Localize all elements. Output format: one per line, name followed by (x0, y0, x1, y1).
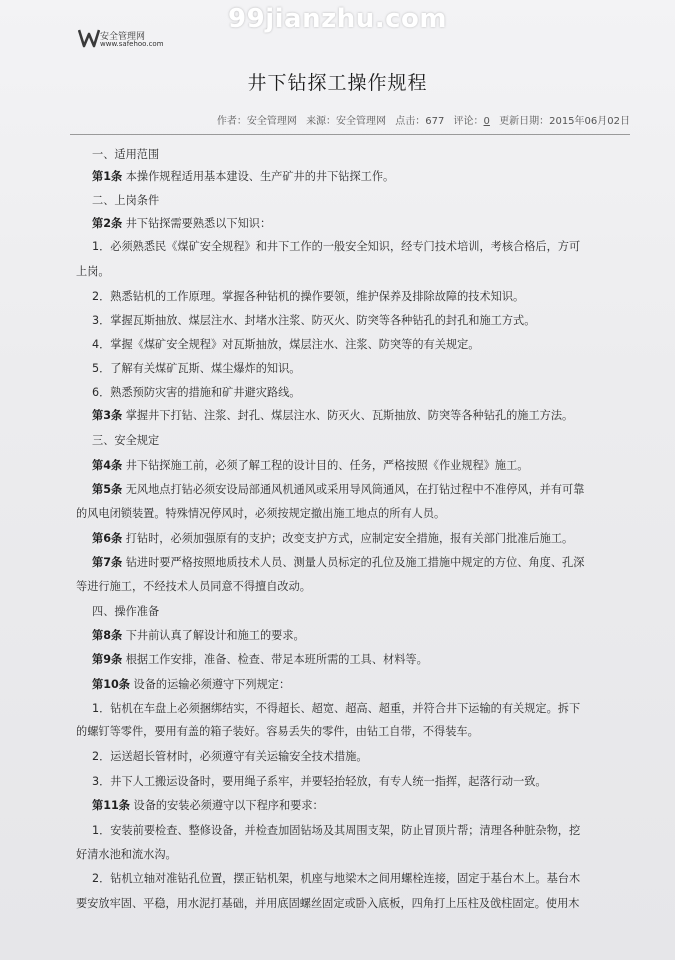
paragraph-line: 3．井下人工搬运设备时，要用绳子系牢，并要轻抬轻放，有专人统一指挥，起落行动一致。 (92, 775, 547, 788)
paragraph-line: 1．钻机在车盘上必须捆绑结实，不得超长、超宽、超高、超重，并符合井下运输的有关规定。拆下 (92, 702, 581, 715)
paragraph-line: 2．熟悉钻机的工作原理。掌握各种钻机的操作要领，维护保养及排除故障的技术知识。 (92, 290, 525, 303)
paragraph-line: 第11条 设备的安装必须遵守以下程序和要求： (92, 799, 324, 812)
logo-url: www.safehoo.com (100, 40, 164, 48)
meta-comments-label: 评论： (453, 116, 484, 127)
meta-clicks: 点击：677 (395, 116, 445, 127)
paragraph-line: 的螺钉等零件，要用有盖的箱子装好。容易丢失的零件，由钻工自带，不得装车。 (76, 725, 479, 738)
logo-name: 安全管理网 (100, 32, 146, 42)
paragraph-line: 第1条 本操作规程适用基本建设、生产矿井的井下钻探工作。 (92, 170, 395, 183)
paragraph-line: 第2条 井下钻探需要熟悉以下知识： (92, 217, 272, 230)
paragraph-line: 第8条 下井前认真了解设计和施工的要求。 (92, 629, 305, 642)
paragraph-line: 1．必须熟悉民《煤矿安全规程》和井下工作的一般安全知识，经专门技术培训，考核合格后，方可 (92, 240, 581, 253)
page-title: 井下钻探工操作规程 (247, 72, 428, 94)
paragraph-line: 第4条 井下钻探施工前，必须了解工程的设计目的、任务，严格按照《作业规程》施工。 (92, 459, 529, 472)
paragraph-line: 第7条 钻进时要严格按照地质技术人员、测量人员标定的孔位及施工措施中规定的方位、角度、孔深 (92, 556, 585, 569)
paragraph-line: 一、适用范围 (92, 148, 160, 161)
paragraph-line: 第10条 设备的运输必须遵守下列规定： (92, 678, 291, 691)
meta-comments-link[interactable]: 0 (483, 116, 490, 127)
paragraph-line: 的风电闭锁装置。特殊情况停风时，必须按规定撤出施工地点的所有人员。 (76, 507, 446, 520)
paragraph-line: 第9条 根据工作安排，准备、检查、带足本班所需的工具、材料等。 (92, 653, 428, 666)
paragraph-line: 4．掌握《煤矿安全规程》对瓦斯抽放，煤层注水、注浆、防突等的有关规定。 (92, 338, 480, 351)
paragraph-line: 2．钻机立轴对准钻孔位置，摆正钻机架，机座与地梁木之间用螺栓连接，固定于基台木上。基台木 (92, 872, 581, 885)
paragraph-line: 四、操作准备 (92, 605, 160, 618)
paragraph-line: 上岗。 (76, 265, 110, 278)
paragraph-line: 三、安全规定 (92, 434, 160, 447)
paragraph-line: 第6条 打钻时，必须加强原有的支护；改变支护方式，应制定安全措施，报有关部门批准后施工。 (92, 532, 574, 545)
meta-author: 作者：安全管理网 (216, 116, 297, 127)
paragraph-line: 2．运送超长管材时，必须遵守有关运输安全技术措施。 (92, 750, 368, 763)
meta-source: 来源：安全管理网 (306, 116, 387, 127)
paragraph-line: 第5条 无风地点打钻必须安设局部通风机通风或采用导风筒通风，在打钻过程中不准停风，并有可靠 (92, 483, 585, 496)
paragraph-line: 6．熟悉预防灾害的措施和矿井避灾路线。 (92, 386, 301, 399)
meta-updated: 更新日期：2015年06月02日 (499, 116, 630, 127)
paragraph-line: 等进行施工，不经技术人员同意不得擅自改动。 (76, 580, 311, 593)
paragraph-line: 1．安装前要检查、整修设备，并检查加固钻场及其周围支架，防止冒顶片帮；清理各种脏杂物，挖 (92, 824, 581, 837)
paragraph-line: 3．掌握瓦斯抽放、煤层注水、封堵水注浆、防灭火、防突等各种钻孔的封孔和施工方式。 (92, 314, 536, 327)
paragraph-line: 5．了解有关煤矿瓦斯、煤尘爆炸的知识。 (92, 362, 301, 375)
paragraph-line: 好清水池和流水沟。 (76, 848, 177, 861)
paragraph-line: 要安放牢固、平稳，用水泥打基础，并用底固螺丝固定或卧入底板，四角打上压柱及戗柱固定。使用木 (76, 897, 580, 910)
paragraph-line: 二、上岗条件 (92, 194, 160, 207)
site-watermark: 99jianzhu.com (228, 4, 447, 34)
paragraph-line: 第3条 掌握井下打钻、注浆、封孔、煤层注水、防灭火、瓦斯抽放、防突等各种钻孔的施工方法。 (92, 409, 574, 422)
